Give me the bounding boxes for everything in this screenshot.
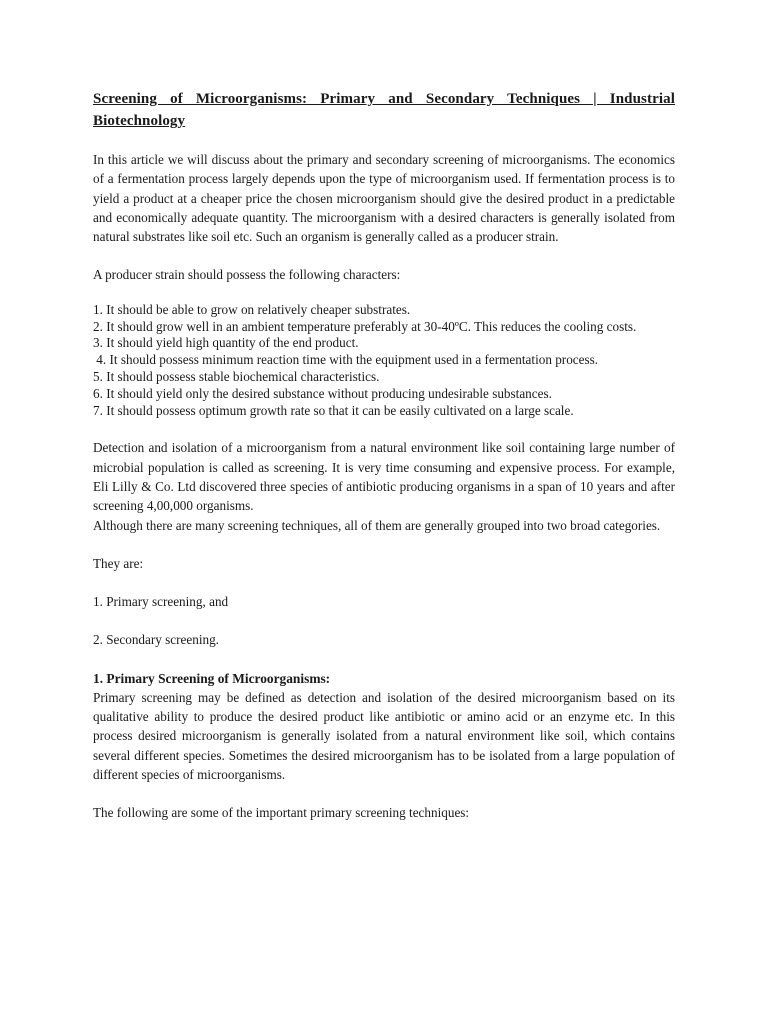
category-2-text: 2. Secondary screening.	[93, 632, 219, 648]
list-item: 6. It should yield only the desired substance without producing undesirable substances.	[93, 385, 552, 401]
list-item: 7. It should possess optimum growth rate so that it can be easily cultivated on a large scale.	[93, 402, 574, 418]
spacer	[93, 611, 675, 630]
list-item: 3. It should yield high quantity of the end product.	[93, 335, 359, 351]
spacer	[93, 246, 675, 265]
list-item: 5. It should possess stable biochemical characteristics.	[93, 368, 380, 384]
list-item: 4. It should possess minimum reaction time with the equipment used in a fermentation process.	[93, 352, 599, 368]
spacer	[93, 132, 675, 150]
spacer	[93, 784, 675, 803]
list-item: 2. It should grow well in an ambient temperature preferably at 30-40ºC. This reduces the cooling costs.	[93, 318, 637, 334]
section-1-heading: 1. Primary Screening of Microorganisms:	[93, 670, 331, 686]
section-1-paragraph: Primary screening may be defined as detection and isolation of the desired microorganism based on its qualitative ability to produce the desired product like antibiotic or amino acid or an enzyme etc. In this process desired microorganism is generally isolated from a natural environment like soil, which contains several different species. Sometimes the desired microorganism has to be isolated from a large population of different species of microorganisms.	[93, 689, 675, 782]
spacer	[93, 285, 675, 302]
category-1-text: 1. Primary screening, and	[93, 594, 229, 610]
intro-paragraph: In this article we will discuss about the primary and secondary screening of microorganisms. The economics of a fermentation process largely depends upon the type of microorganism used. If fermentation process is to yield a product at a cheaper price the chosen microorganism should give the desired product in a predictable and economically adequate quantity. The microorganism with a desired characters is generally isolated from natural substrates like soil etc. Such an organism is generally called as a producer strain.	[93, 152, 675, 245]
techniques-intro: The following are some of the important primary screening techniques:	[93, 805, 470, 821]
characters-intro: A producer strain should possess the following characters:	[93, 267, 401, 283]
spacer	[93, 535, 675, 554]
detection-paragraph: Detection and isolation of a microorganism from a natural environment like soil containing large number of microbial population is called as screening. It is very time consuming and expensive process. For example, Eli Lilly & Co. Ltd discovered three species of antibiotic producing organisms in a span of 10 years and after screening 4,00,000 organisms.	[93, 440, 675, 514]
spacer	[93, 573, 675, 592]
spacer	[93, 419, 675, 438]
characters-list	[93, 302, 675, 420]
they-are-text: They are:	[93, 555, 144, 571]
spacer	[93, 650, 675, 669]
list-item: 1. It should be able to grow on relatively cheaper substrates.	[93, 301, 411, 317]
document-page	[93, 88, 675, 823]
document-title: Screening of Microorganisms: Primary and Secondary Techniques | Industrial Biotechnology	[93, 91, 675, 129]
categories-paragraph: Although there are many screening techniques, all of them are generally grouped into two broad categories.	[93, 517, 661, 533]
